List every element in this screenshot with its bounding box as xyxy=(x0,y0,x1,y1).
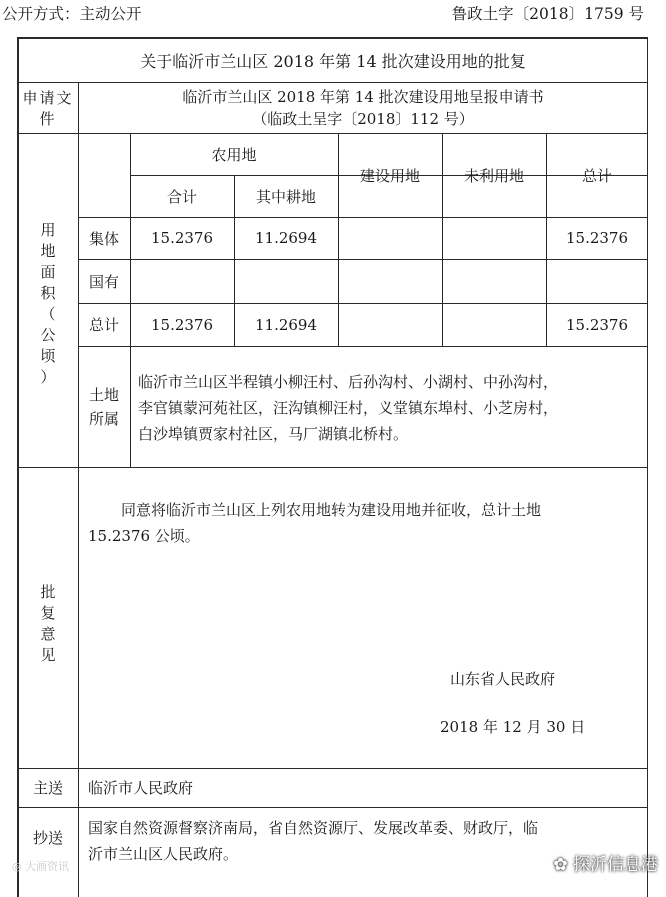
watermark-left: ◎ 大画资讯 xyxy=(12,860,70,873)
row-label-state-owned: 国有 xyxy=(88,272,119,291)
watermark-right: ✿ 探沂信息港 xyxy=(553,855,658,875)
header-cultivated: 其中耕地 xyxy=(255,187,316,206)
header-subtotal: 合计 xyxy=(166,187,197,206)
watermark-left-icon: ◎ xyxy=(12,860,26,873)
approval-text-line-2: 15.2376 公顷。 xyxy=(88,527,200,545)
header-unused-land: 未利用地 xyxy=(463,166,524,185)
main-recipient-label: 主送 xyxy=(32,779,63,797)
header-construction-land: 建设用地 xyxy=(359,166,420,185)
issuing-authority: 山东省人民政府 xyxy=(450,670,556,688)
cc-line-2: 沂市兰山区人民政府。 xyxy=(88,845,239,863)
total-total: 15.2376 xyxy=(565,315,629,334)
state-total xyxy=(546,259,648,303)
header-agricultural-land: 农用地 xyxy=(211,145,257,164)
approval-date: 2018 年 12 月 30 日 xyxy=(440,718,586,736)
approval-text-line-1: 同意将临沂市兰山区上列农用地转为建设用地并征收，总计土地 xyxy=(121,501,542,519)
collective-subtotal: 15.2376 xyxy=(150,229,214,247)
application-line-1: 临沂市兰山区 2018 年第 14 批次建设用地呈报申请书 xyxy=(182,87,544,106)
collective-cultivated: 11.2694 xyxy=(254,229,318,247)
collective-unused xyxy=(442,217,546,259)
approval-label: 批 复 意 见 xyxy=(40,583,56,664)
header-total: 总计 xyxy=(581,166,612,185)
document-title: 关于临沂市兰山区 2018 年第 14 批次建设用地的批复 xyxy=(140,51,526,71)
total-subtotal: 15.2376 xyxy=(150,315,214,334)
total-cultivated: 11.2694 xyxy=(254,315,318,334)
document-number: 鲁政土字〔2018〕1759 号 xyxy=(451,5,644,23)
row-label-total: 总计 xyxy=(88,316,119,334)
ownership-label: 土地 所属 xyxy=(88,385,119,428)
collective-total: 15.2376 xyxy=(565,229,629,247)
application-label: 申请文件 xyxy=(22,88,74,128)
ownership-list xyxy=(138,369,558,447)
row-label-collective: 集体 xyxy=(88,229,119,248)
application-document xyxy=(78,82,648,133)
ownership-line-1: 临沂市兰山区半程镇小柳汪村、后孙沟村、小湖村、中孙沟村， xyxy=(138,373,559,391)
ownership-line-3: 白沙埠镇贾家村社区，马厂湖镇北桥村。 xyxy=(138,425,409,443)
cc-line-1: 国家自然资源督察济南局，省自然资源厅、发展改革委、财政厅，临 xyxy=(88,819,539,837)
total-construction xyxy=(338,303,442,346)
application-line-2: （临政土呈字〔2018〕112 号） xyxy=(252,109,474,128)
wechat-icon: ✿ xyxy=(553,855,573,875)
state-subtotal xyxy=(130,259,234,303)
disclosure-mode: 公开方式：主动公开 xyxy=(2,5,142,23)
main-recipient: 临沂市人民政府 xyxy=(88,779,194,797)
state-unused xyxy=(442,259,546,303)
state-cultivated xyxy=(234,259,338,303)
state-construction xyxy=(338,259,442,303)
collective-construction xyxy=(338,217,442,259)
total-unused xyxy=(442,303,546,346)
ownership-line-2: 李官镇蒙河苑社区，汪沟镇柳汪村，义堂镇东埠村、小芝房村， xyxy=(138,399,559,417)
land-area-label: 用 地 面 积 （ 公 顷 ） xyxy=(40,221,56,386)
cc-label: 抄送 xyxy=(32,828,63,847)
